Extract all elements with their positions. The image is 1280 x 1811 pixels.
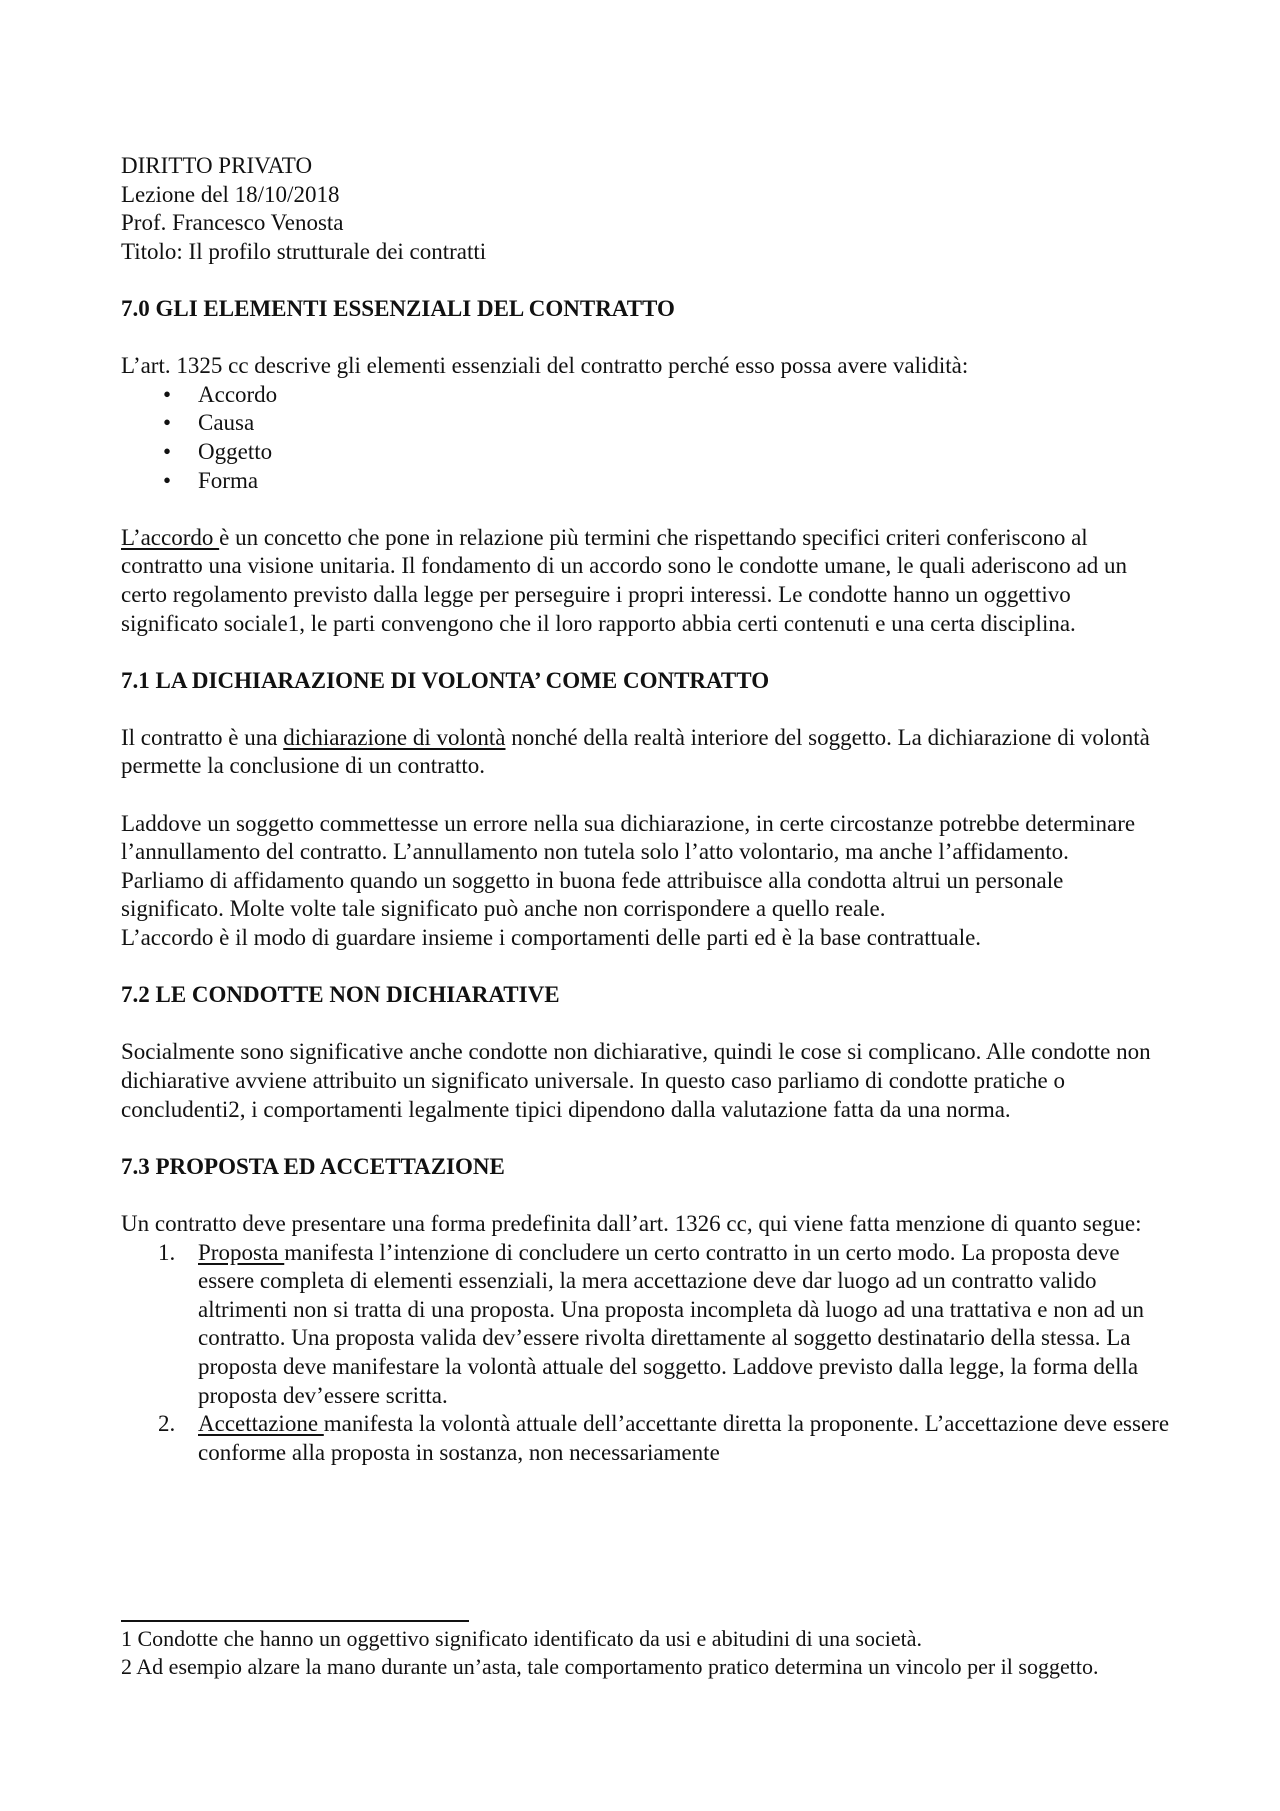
- accordo-paragraph: L’accordo è un concetto che pone in relazione più termini che rispettando specifici criteri conferiscono al contratto una visione unitaria. Il fondamento di un accordo sono le condotte umane, le quali aderiscono ad un certo regolamento previsto dalla legge per perseguire i propri interessi. Le condotte hanno un oggettivo significato sociale1, le parti convengono che il loro rapporto abbia certi contenuti e una certa disciplina.: [121, 524, 1127, 636]
- affidamento-paragraph: Parliamo di affidamento quando un soggetto in buona fede attribuisce alla condotta altrui un personale significato. Molte volte tale significato può anche non corrispondere a quello reale.: [121, 867, 1064, 922]
- dichiarazione-term: dichiarazione di volontà: [283, 724, 506, 750]
- item-number: 1.: [158, 1239, 176, 1265]
- bullet-icon: •: [163, 438, 172, 464]
- essential-elements-list: [121, 381, 1171, 495]
- proposta-term: Proposta: [198, 1239, 285, 1265]
- footnote-1: 1 Condotte che hanno un oggettivo significato identificato da usi e abitudini di una società.: [121, 1626, 922, 1651]
- dichiarazione-paragraph: Il contratto è una dichiarazione di volontà nonché della realtà interiore del soggetto. La dichiarazione di volontà permette la conclusione di un contratto.: [121, 724, 1150, 779]
- accettazione-term: Accettazione: [198, 1411, 324, 1437]
- bullet-icon: •: [163, 410, 172, 436]
- section-heading-7-1: 7.1 LA DICHIARAZIONE DI VOLONTA’ COME CONTRATTO: [121, 667, 770, 693]
- lesson-date: Lezione del 18/10/2018: [121, 181, 340, 207]
- list-item: • Forma: [121, 467, 1171, 496]
- section-7-3-intro: Un contratto deve presentare una forma predefinita dall’art. 1326 cc, qui viene fatta menzione di quanto segue:: [121, 1210, 1142, 1236]
- list-item: 1. Proposta manifesta l’intenzione di concludere un certo contratto in un certo modo. La proposta deve essere completa di elementi essenziali, la mera accettazione deve dar luogo ad un contratto valido altrimenti non si tratta di una proposta. Una proposta incompleta dà luogo ad una trattativa e non ad un contratto. Una proposta valida dev’essere rivolta direttamente al soggetto destinatario della stessa. La proposta deve manifestare la volontà attuale del soggetto. Laddove previsto dalla legge, la forma della proposta dev’essere scritta.: [158, 1239, 1144, 1408]
- footnote-2: 2 Ad esempio alzare la mano durante un’asta, tale comportamento pratico determina un vincolo per il soggetto.: [121, 1654, 1099, 1679]
- professor-name: Prof. Francesco Venosta: [121, 210, 344, 236]
- section-heading-7-0: 7.0 GLI ELEMENTI ESSENZIALI DEL CONTRATTO: [121, 295, 675, 321]
- accordo-term: L’accordo: [121, 524, 220, 550]
- footnotes: [121, 1625, 1171, 1681]
- list-item: 2. Accettazione manifesta la volontà attuale dell’accettante diretta la proponente. L’accettazione deve essere conforme alla proposta in sostanza, non necessariamente: [158, 1411, 1170, 1465]
- lesson-title: Titolo: Il profilo strutturale dei contratti: [121, 238, 487, 264]
- section-7-0-intro: L’art. 1325 cc descrive gli elementi essenziali del contratto perché esso possa avere validità:: [121, 353, 969, 379]
- list-item: • Causa: [121, 409, 1171, 438]
- list-item: • Oggetto: [121, 438, 1171, 467]
- errore-paragraph: Laddove un soggetto commettesse un errore nella sua dichiarazione, in certe circostanze potrebbe determinare l’annullamento del contratto. L’annullamento non tutela solo l’atto volontario, ma anche l’affidamento.: [121, 810, 1136, 865]
- item-number: 2.: [158, 1411, 176, 1437]
- list-item: • Accordo: [121, 381, 1171, 410]
- document-header: [121, 152, 1171, 266]
- condotte-paragraph: Socialmente sono significative anche condotte non dichiarative, quindi le cose si complicano. Alle condotte non dichiarative avviene attribuito un significato universale. In questo caso parliamo di condotte pratiche o concludenti2, i comportamenti legalmente tipici dipendono dalla valutazione fatta da una norma.: [121, 1039, 1151, 1122]
- bullet-icon: •: [163, 467, 172, 493]
- proposta-accettazione-list: [121, 1239, 1171, 1468]
- document-body: [121, 152, 1171, 1467]
- footnote-separator: [121, 1620, 469, 1622]
- section-heading-7-2: 7.2 LE CONDOTTE NON DICHIARATIVE: [121, 982, 560, 1008]
- bullet-icon: •: [163, 381, 172, 407]
- accordo-base-paragraph: L’accordo è il modo di guardare insieme i comportamenti delle parti ed è la base contrattuale.: [121, 925, 982, 951]
- section-heading-7-3: 7.3 PROPOSTA ED ACCETTAZIONE: [121, 1153, 505, 1179]
- course-name: DIRITTO PRIVATO: [121, 153, 313, 178]
